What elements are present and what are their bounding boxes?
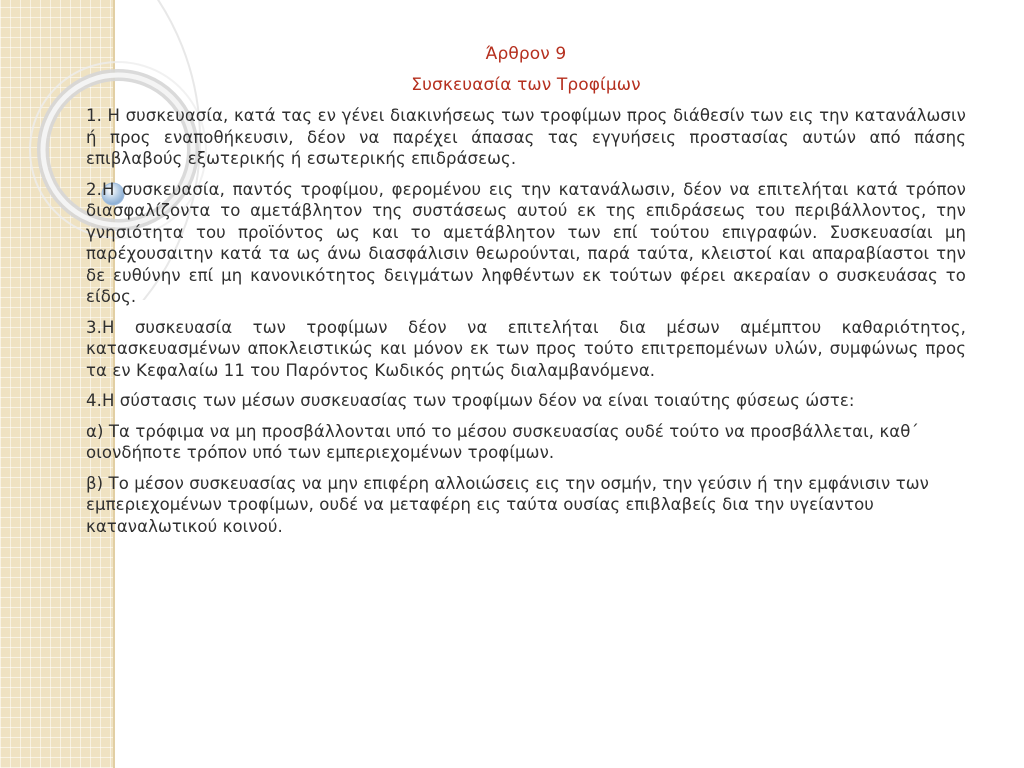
paragraph-1: 1. Η συσκευασία, κατά τας εν γένει διακινήσεως των τροφίμων προς διάθεσίν των εις την κατανάλωσιν ή προς εναποθήκευσιν, δέον να παρέχει άπασας τας εγγυήσεις προστασίας αυτών από πάσης επιβλαβούς εξωτερικής ή εσωτερικής επιδράσεως. [86, 106, 966, 168]
paragraph-2: 2.Η συσκευασία, παντός τροφίμου, φερομένου εις την κατανάλωσιν, δέον να επιτελήται κατά τρόπον διασφαλίζοντα το αμετάβλητον της συστάσεως αυτού εκ της επιδράσεως του περιβάλλοντος, την γνησιότητα του προϊόντος ως και το αμετάβλητον των επί τούτου επιγραφών. Συσκευασίαι μη παρέχουσαιτην κατά τα ως άνω διασφάλισιν θεωρούνται, παρά ταύτα, κλειστοί και απαραβίαστοι την δε ευθύνην επί μη κανονικότητος δειγμάτων ληφθέντων εκ τούτων φέρει ακεραίαν ο συσκευάσας το είδος. [86, 179, 966, 306]
paragraph-alpha: α) Τα τρόφιμα να μη προσβάλλονται υπό το μέσου συσκευασίας ουδέ τούτο να προσβάλλεται, καθ΄ οιονδήποτε τρόπον υπό των εμπεριεχομένων τροφίμων. [86, 421, 919, 462]
article-subtitle: Συσκευασία των Τροφίμων [411, 75, 641, 95]
paragraph-4: 4.Η σύστασις των μέσων συσκευασίας των τροφίμων δέον να είναι τοιαύτης φύσεως ώστε: [86, 391, 855, 410]
paragraph-3: 3.Η συσκευασία των τροφίμων δέον να επιτελήται δια μέσων αμέμπτου καθαριότητος, κατασκευασμένων αποκλειστικώς και μόνον εκ των προς τούτο επιτρεπομένων υλών, συμφώνως προς τα εν Κεφαλαίω 11 του Παρόντος Κωδικός ρητώς διαλαμβανόμενα. [86, 317, 966, 380]
slide-content [86, 43, 966, 546]
paragraph-beta: β) Το μέσον συσκευασίας να μην επιφέρη αλλοιώσεις εις την οσμήν, την γεύσιν ή την εμφάνισιν των εμπεριεχομένων τροφίμων, ουδέ να μεταφέρη εις ταύτα ουσίας επιβλαβείς δια την υγείαντου καταναλωτικού κοινού. [86, 473, 929, 536]
article-title: Άρθρον 9 [485, 44, 567, 64]
